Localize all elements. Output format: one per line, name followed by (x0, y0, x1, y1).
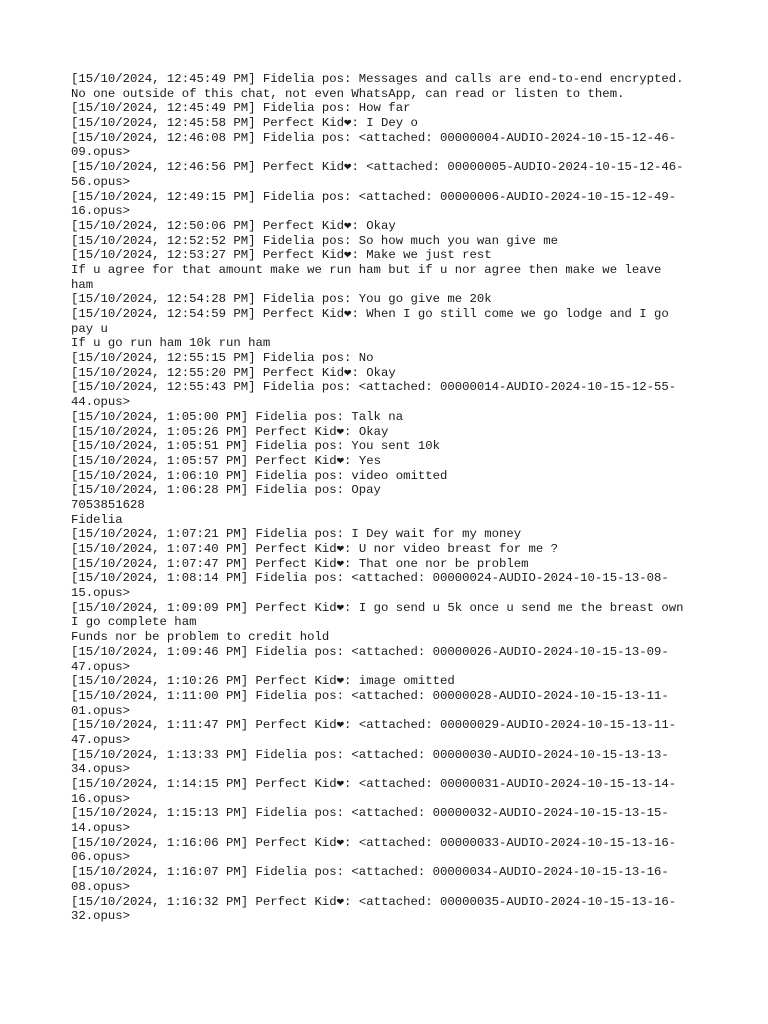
transcript-line: 16.opus> (71, 204, 131, 219)
transcript-line: 47.opus> (71, 659, 131, 674)
transcript-line: 06.opus> (71, 850, 131, 865)
transcript-line: [15/10/2024, 1:09:09 PM] Perfect Kid❤: I go send u 5k once u send me the breast own (71, 600, 684, 615)
transcript-line: If u go run ham 10k run ham (71, 336, 271, 351)
transcript-line: No one outside of this chat, not even WhatsApp, can read or listen to them. (71, 86, 625, 101)
transcript-line: 56.opus> (71, 174, 131, 189)
transcript-line: [15/10/2024, 1:16:32 PM] Perfect Kid❤: <attached: 00000035-AUDIO-2024-10-15-13-16- (71, 894, 677, 909)
transcript-line: pay u (71, 321, 108, 336)
transcript-line: [15/10/2024, 1:07:40 PM] Perfect Kid❤: U nor video breast for me ? (71, 542, 559, 556)
transcript-line: [15/10/2024, 12:53:27 PM] Perfect Kid❤: Make we just rest (71, 248, 492, 263)
chat-transcript (71, 72, 701, 924)
transcript-line: If u agree for that amount make we run ham but if u nor agree then make we leave (71, 262, 662, 277)
transcript-line: [15/10/2024, 1:11:00 PM] Fidelia pos: <attached: 00000028-AUDIO-2024-10-15-13-11- (71, 688, 669, 703)
transcript-line: [15/10/2024, 12:46:56 PM] Perfect Kid❤: <attached: 00000005-AUDIO-2024-10-15-12-46- (71, 160, 684, 175)
transcript-line: 09.opus> (71, 145, 131, 160)
transcript-line: I go complete ham (71, 615, 197, 630)
transcript-line: [15/10/2024, 1:07:21 PM] Fidelia pos: I Dey wait for my money (71, 527, 522, 542)
transcript-line: 16.opus> (71, 791, 131, 806)
transcript-line: [15/10/2024, 1:06:10 PM] Fidelia pos: video omitted (71, 468, 448, 483)
transcript-line: 08.opus> (71, 879, 131, 894)
transcript-line: 7053851628 (71, 497, 145, 512)
transcript-line: Fidelia (71, 512, 123, 527)
transcript-line: 15.opus> (71, 586, 131, 601)
transcript-line: [15/10/2024, 1:16:07 PM] Fidelia pos: <attached: 00000034-AUDIO-2024-10-15-13-16- (71, 865, 669, 880)
transcript-line: [15/10/2024, 12:54:28 PM] Fidelia pos: You go give me 20k (71, 292, 492, 307)
transcript-line: [15/10/2024, 12:49:15 PM] Fidelia pos: <attached: 00000006-AUDIO-2024-10-15-12-49- (71, 189, 677, 204)
transcript-line: [15/10/2024, 1:05:51 PM] Fidelia pos: You sent 10k (71, 439, 440, 454)
transcript-line: [15/10/2024, 12:55:20 PM] Perfect Kid❤: Okay (71, 365, 396, 380)
transcript-line: [15/10/2024, 12:46:08 PM] Fidelia pos: <attached: 00000004-AUDIO-2024-10-15-12-46- (71, 130, 677, 145)
transcript-line: [15/10/2024, 1:11:47 PM] Perfect Kid❤: <attached: 00000029-AUDIO-2024-10-15-13-11- (71, 718, 677, 733)
transcript-line: 34.opus> (71, 762, 131, 777)
transcript-line: [15/10/2024, 12:45:58 PM] Perfect Kid❤: I Dey o (71, 116, 418, 131)
transcript-line: [15/10/2024, 12:55:43 PM] Fidelia pos: <attached: 00000014-AUDIO-2024-10-15-12-55- (71, 380, 677, 395)
transcript-line: 14.opus> (71, 821, 131, 836)
transcript-line: [15/10/2024, 12:54:59 PM] Perfect Kid❤: When I go still come we go lodge and I go (71, 307, 669, 321)
transcript-line: [15/10/2024, 12:55:15 PM] Fidelia pos: No (71, 351, 374, 366)
transcript-line: 44.opus> (71, 395, 131, 410)
transcript-line: ham (71, 277, 94, 292)
transcript-line: [15/10/2024, 1:05:00 PM] Fidelia pos: Talk na (71, 409, 404, 424)
transcript-line: [15/10/2024, 12:50:06 PM] Perfect Kid❤: Okay (71, 218, 396, 233)
transcript-line: [15/10/2024, 1:14:15 PM] Perfect Kid❤: <attached: 00000031-AUDIO-2024-10-15-13-14- (71, 777, 677, 791)
transcript-line: 47.opus> (71, 732, 131, 747)
transcript-line: Funds nor be problem to credit hold (71, 630, 330, 645)
transcript-line: [15/10/2024, 1:07:47 PM] Perfect Kid❤: That one nor be problem (71, 556, 529, 571)
transcript-line: [15/10/2024, 12:45:49 PM] Fidelia pos: Messages and calls are end-to-end encrypted. (71, 72, 684, 86)
transcript-line: [15/10/2024, 1:10:26 PM] Perfect Kid❤: image omitted (71, 674, 455, 689)
transcript-line: [15/10/2024, 1:08:14 PM] Fidelia pos: <attached: 00000024-AUDIO-2024-10-15-13-08- (71, 571, 669, 586)
transcript-line: [15/10/2024, 1:05:57 PM] Perfect Kid❤: Yes (71, 453, 381, 468)
transcript-line: 32.opus> (71, 909, 131, 924)
transcript-line: [15/10/2024, 1:15:13 PM] Fidelia pos: <attached: 00000032-AUDIO-2024-10-15-13-15- (71, 806, 669, 821)
transcript-line: [15/10/2024, 1:13:33 PM] Fidelia pos: <attached: 00000030-AUDIO-2024-10-15-13-13- (71, 747, 669, 762)
transcript-line: [15/10/2024, 1:09:46 PM] Fidelia pos: <attached: 00000026-AUDIO-2024-10-15-13-09- (71, 644, 669, 659)
transcript-line: [15/10/2024, 12:52:52 PM] Fidelia pos: So how much you wan give me (71, 233, 559, 248)
transcript-line: [15/10/2024, 12:45:49 PM] Fidelia pos: How far (71, 101, 411, 116)
transcript-line: [15/10/2024, 1:16:06 PM] Perfect Kid❤: <attached: 00000033-AUDIO-2024-10-15-13-16- (71, 835, 677, 850)
transcript-line: 01.opus> (71, 703, 131, 718)
transcript-line: [15/10/2024, 1:05:26 PM] Perfect Kid❤: Okay (71, 424, 389, 439)
transcript-line: [15/10/2024, 1:06:28 PM] Fidelia pos: Opay (71, 483, 381, 498)
